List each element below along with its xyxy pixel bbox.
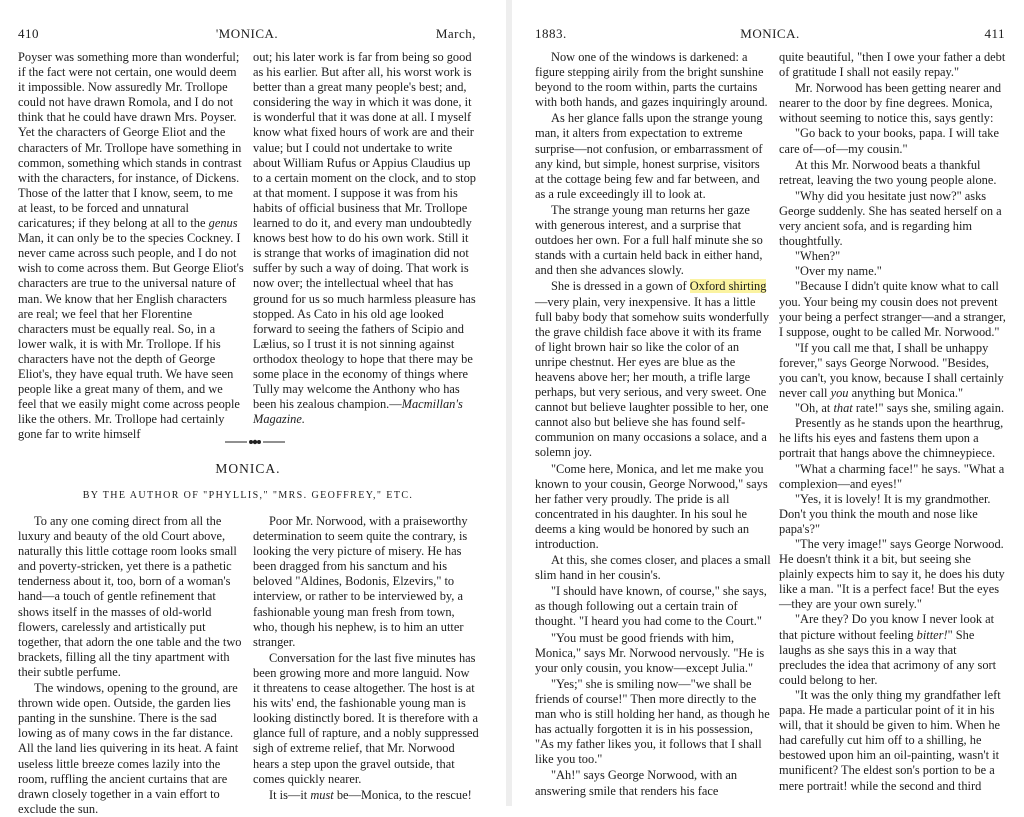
right-column-1 (535, 50, 771, 799)
paragraph: "Yes, it is lovely! It is my grandmother. Don't you think the mouth and nose like papa's?" (779, 491, 991, 536)
paragraph: "I should have known, of course," she says, as though following out a certain train of thought. "I heard you had come to the Court." (535, 584, 767, 629)
right-running-title: MONICA. (740, 26, 800, 41)
paragraph: Mr. Norwood has been getting nearer and nearer to the door by fine degrees. Monica, without seeming to notice this, says gently: (779, 81, 1002, 126)
paragraph: The strange young man returns her gaze with generous interest, and a surprise that outdoes her own. For a full half minute she so stands with a curtain held back in either hand, and then she advances slowly. (535, 202, 763, 278)
highlighted-text[interactable]: Oxford shirting (689, 279, 767, 294)
paragraph: To any one coming direct from all the luxury and beauty of the old Court above, naturally this little cottage room looks small and poverty-stricken, yet there is a pathetic tenderness about it, too, born of a woman's hand—a touch of gentle refinement that shows itself in the masses of old-world flowers, carelessly and artistically put together, that adorn the one table and the two brackets, filling all the tiny apartment with their subtle perfume. (18, 514, 242, 679)
right-column-2 (779, 50, 1007, 794)
paragraph: At this Mr. Norwood beats a thankful retreat, leaving the two young people alone. (779, 157, 997, 187)
paragraph: "Ah!" says George Norwood, with an answering smile that renders his face (535, 768, 738, 798)
paragraph: "Come here, Monica, and let me make you known to your cousin, George Norwood," says her father very proudly. The pride is all concentrated in his daughter. In his soul he deems a king would be honored by such an introduction. (535, 461, 768, 551)
paragraph: "Are they? Do you know I never look at that picture without feeling bitter!" She laughs as she says this in a way that precludes the idea that acrimony of any sort could belong to her. (779, 612, 997, 687)
paragraph: She is dressed in a gown of Oxford shirting—very plain, very inexpensive. It has a little full baby body that somehow suits wonderfully the grave childish face above it with its frame of light brown hair so like the color of an unripe chestnut. Her eyes are blue as the heavens above her; her mouth, a trifle large perhaps, but very serious, and very sweet. One cannot but believe laughter possible to her, one cannot also but believe she has found self-communion on many occasions a solace, and a solemn joy. (535, 279, 770, 460)
paragraph: "Oh, at that rate!" says she, smiling again. (795, 401, 1005, 416)
paragraph: "If you call me that, I shall be unhappy forever," says George Norwood. "Besides, you can't, you know, because I shall certainly never call you anything but Monica." (779, 340, 1004, 401)
article-title: MONICA. (215, 461, 281, 476)
paragraph: Poor Mr. Norwood, with a praiseworthy determination to seem quite the contrary, is looking the very picture of misery. He has been dragged from his sanctum and his beloved "Aldines, Bodonis, Elzevirs," to interview, or rather to be interviewed by, a fashionable young man fresh from town, who, though his nephew, is to him an utter stranger. (253, 514, 468, 649)
left-page-number: 410 (18, 26, 39, 41)
paragraph: "When?" (795, 249, 841, 264)
left-running-title: 'MONICA. (215, 26, 279, 41)
paragraph: Poyser was something more than wonderful; if the fact were not certain, one would deem it impossible. Now assuredly Mr. Trollope could not have drawn Romola, and I do not think that he could have drawn Mrs. Poyser. Yet the characters of George Eliot and the characters of Mr. Trollope have something in common, something which stands in contrast with the characters, for instance, of Dickens. Those of the latter that I know, seem, to me at least, to be forced and unnatural caricatures; if they belong at all to the genus Man, it can only be to the species Cockney. I never came across such people, and I do not wish to come across them. But George Eliot's characters are true to the universal nature of man. We know that her English characters are real; we feel that her Florentine characters must be equally real. So, in a lower walk, it is with Mr. Trollope. If his characters have not the depth of George Eliot's, they have equal truth. We have seen people like a great many of them, and we feel that we easily might come across people like the others. Mr. Trollope had certainly gone far to write himself (18, 50, 244, 442)
article-byline: BY THE AUTHOR OF "PHYLLIS," "MRS. GEOFFREY," ETC. (82, 490, 414, 501)
left-bottom-column-2 (253, 514, 479, 803)
left-running-header (18, 26, 476, 42)
right-running-header (535, 26, 1005, 42)
left-top-column-2 (253, 50, 479, 427)
right-page-number: 411 (984, 26, 1005, 41)
paragraph: "Over my name." (795, 264, 882, 279)
paragraph: The windows, opening to the ground, are thrown wide open. Outside, the garden lies panting in the sunshine. There is the sad lowing as of many cows in the far distance. All the land lies quivering in its heat. A faint useless little breeze comes lazily into the room, ruffling the ancient curtains that are drawn closely together in a vain effort to exclude the sun. (18, 681, 239, 816)
section-divider-ornament (225, 438, 285, 446)
paragraph: As her glance falls upon the strange young man, it alters from expectation to extreme surprise—not confusion, or embarrassment of any kind, but simple, honest surprise, visitors at the cottage being few and far between, and as a rule exceedingly ill to look at. (535, 111, 763, 201)
left-bottom-column-1 (18, 514, 244, 817)
paragraph: At this, she comes closer, and places a small slim hand in her cousin's. (535, 553, 771, 583)
paragraph: "It was the only thing my grandfather left papa. He made a particular point of it in his will, that it should be given to him. When he had carefully cut him off to a shilling, he bestowed upon him an oil-painting, wasn't it munificent? The eldest son's portion to be a mere portrait! while the second and third (779, 687, 1001, 793)
right-year: 1883. (535, 26, 567, 41)
paragraph: Presently as he stands upon the hearthrug, he lifts his eyes and fastens them upon a portrait that hangs above the chimneypiece. (779, 416, 1004, 461)
paragraph: "Why did you hesitate just now?" asks George suddenly. She has seated herself on a very ancient sofa, and is regarding him thoughtfully. (779, 188, 1002, 249)
paragraph: quite beautiful, "then I owe your father a debt of gratitude I shall not easily repay." (779, 50, 1006, 80)
paragraph: "Because I didn't quite know what to call you. Your being my cousin does not prevent your being a perfect stranger—and a stranger, I suppose, ought to be called Mr. Norwood." (779, 279, 1006, 339)
paragraph: "The very image!" says George Norwood. He doesn't think it a bit, but seeing she plainly expects him to say it, he does his duty like a man. "It is a perfect face! But the eyes—they are your own surely." (779, 537, 1005, 612)
paragraph: Now one of the windows is darkened: a figure stepping airily from the bright sunshine beyond to the room within, parts the curtains with both hands, and gazes inquiringly around. (535, 50, 768, 110)
paragraph: "Go back to your books, papa. I will take care of—of—my cousin." (779, 126, 999, 156)
italic-genus: genus (208, 216, 238, 231)
paragraph: "Yes;" she is smiling now—"we shall be friends of course!" Then more directly to the man who is still holding her hand, as though he has actually forgotten it is in his possession, "As my father likes you, it follows that I shall like you too." (535, 676, 770, 767)
paragraph: Conversation for the last five minutes has been growing more and more languid. Now it threatens to cease altogether. The host is at his wits' end, the fashionable young man is looking distinctly bored. It is therefore with a glance full of rapture, and a nobly suppressed sigh of extreme relief, that Mr. Norwood hears a step upon the gravel outside, that comes quickly nearer. (253, 650, 479, 786)
paragraph: "You must be good friends with him, Monica," says Mr. Norwood nervously. "He is your only cousin, you know—except Julia." (535, 630, 765, 675)
paragraph: It is—it must be—Monica, to the rescue! (269, 787, 472, 802)
left-top-column-1 (18, 50, 244, 442)
paragraph: out; his later work is far from being so good as his earlier. But after all, his worst work is better than a great many people's best; and, considering the way in which it was done, it is wonderful that it was done at all. I myself know what fixed hours of work are and their value; but I could not undertake to write about William Rufus or Appius Claudius up to a certain moment on the clock, and to stop at that moment. I suppose it was from his habits of official business that Mr. Trollope learned to do it, and every man undoubtedly knows best how to do his own work. Still it is strange that works of imagination did not suffer by such a way of doing. That work is now over; the intellectual wheel that has ground for us so much harmless pleasure has stopped. As Cato in his old age looked forward to seeing the fathers of Scipio and Lælius, so I trust it is not sinning against orthodox theology to hope that there may be some place in the economy of things where Tully may welcome the Anthony who has been his zealous champion.—Macmillan's Magazine. (253, 50, 476, 427)
paragraph: "What a charming face!" he says. "What a complexion—and eyes!" (779, 461, 1005, 491)
source-citation: Macmillan's Magazine. (253, 397, 463, 427)
left-month: March, (435, 26, 476, 41)
